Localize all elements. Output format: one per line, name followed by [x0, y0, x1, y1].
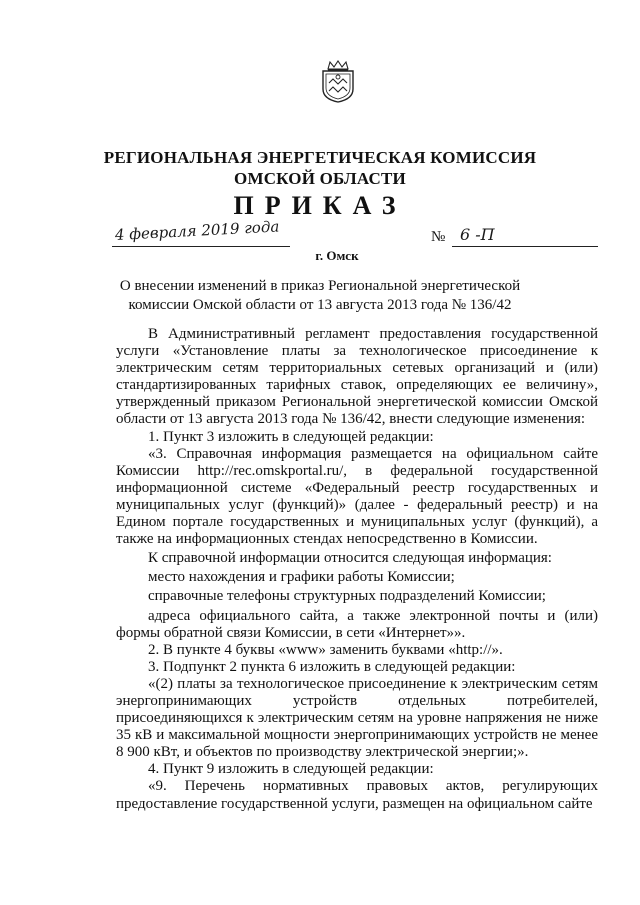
body-paragraph: 4. Пункт 9 изложить в следующей редакции: [148, 761, 434, 778]
handwritten-date: 4 февраля 2019 года [114, 217, 280, 244]
subject-line1: О внесении изменений в приказ Региональной энергетической [119, 278, 521, 294]
organization-name-line1: РЕГИОНАЛЬНАЯ ЭНЕРГЕТИЧЕСКАЯ КОМИССИЯ [103, 148, 537, 167]
body-paragraph: 2. В пункте 4 буквы «www» заменить буквами «http://». [148, 641, 503, 658]
body-paragraph: 1. Пункт 3 изложить в следующей редакции: [148, 428, 434, 445]
body-paragraph: адреса официального сайта, а также электронной почты и (или) формы обратной связи Комиссии, в сети «Интернет»». [116, 607, 598, 641]
body-paragraph: «3. Справочная информация размещается на официальном сайте Комиссии http://rec.omskportal.ru/, в федеральной государственной информационной системе «Федеральный реестр государственных и муниципальных услуг (функций)» (далее - федеральный реестр) и на Едином портале государственных и муниципальных услуг (функций), а также на информационных стендах непосредственно в Комиссии. [116, 445, 598, 548]
coat-of-arms-icon [319, 59, 357, 103]
document-type-title: ПРИКАЗ [233, 191, 407, 220]
subject-line2: комиссии Омской области от 13 августа 2013 года № 136/42 [128, 297, 512, 313]
handwritten-number: 6 -П [460, 225, 495, 244]
number-underline [452, 246, 598, 247]
body-paragraph: 3. Подпункт 2 пункта 6 изложить в следующей редакции: [148, 658, 516, 675]
date-underline [112, 246, 290, 247]
document-body [116, 326, 598, 813]
body-paragraph: «9. Перечень нормативных правовых актов, регулирующих предоставление государственной услуги, размещен на официальном сайте [116, 778, 598, 812]
body-paragraph: В Административный регламент предоставления государственной услуги «Установление платы за технологическое присоединение к электрическим сетям территориальных сетевых организаций и (или) стандартизированных тарифных ставок, определяющих ее величину», утвержденный приказом Региональной энергетической комиссии Омской области от 13 августа 2013 года № 136/42, внести следующие изменения: [116, 326, 598, 428]
organization-name-line2: ОМСКОЙ ОБЛАСТИ [234, 169, 406, 188]
body-paragraph: «(2) платы за технологическое присоединение к электрическим сетям энергопринимающих устройств отдельных потребителей, присоединяющихся к электрическим сетям на уровне напряжения не ниже 35 кВ и максимальной мощности энергопринимающих устройств не менее 8 900 кВт, и объектов по производству электрической энергии;». [116, 675, 598, 761]
body-paragraph: К справочной информации относится следующая информация: [148, 550, 552, 567]
number-label: № [431, 229, 446, 245]
city: г. Омск [315, 248, 359, 263]
body-paragraph: место нахождения и графики работы Комиссии; [148, 569, 455, 586]
body-paragraph: справочные телефоны структурных подразделений Комиссии; [148, 588, 546, 605]
